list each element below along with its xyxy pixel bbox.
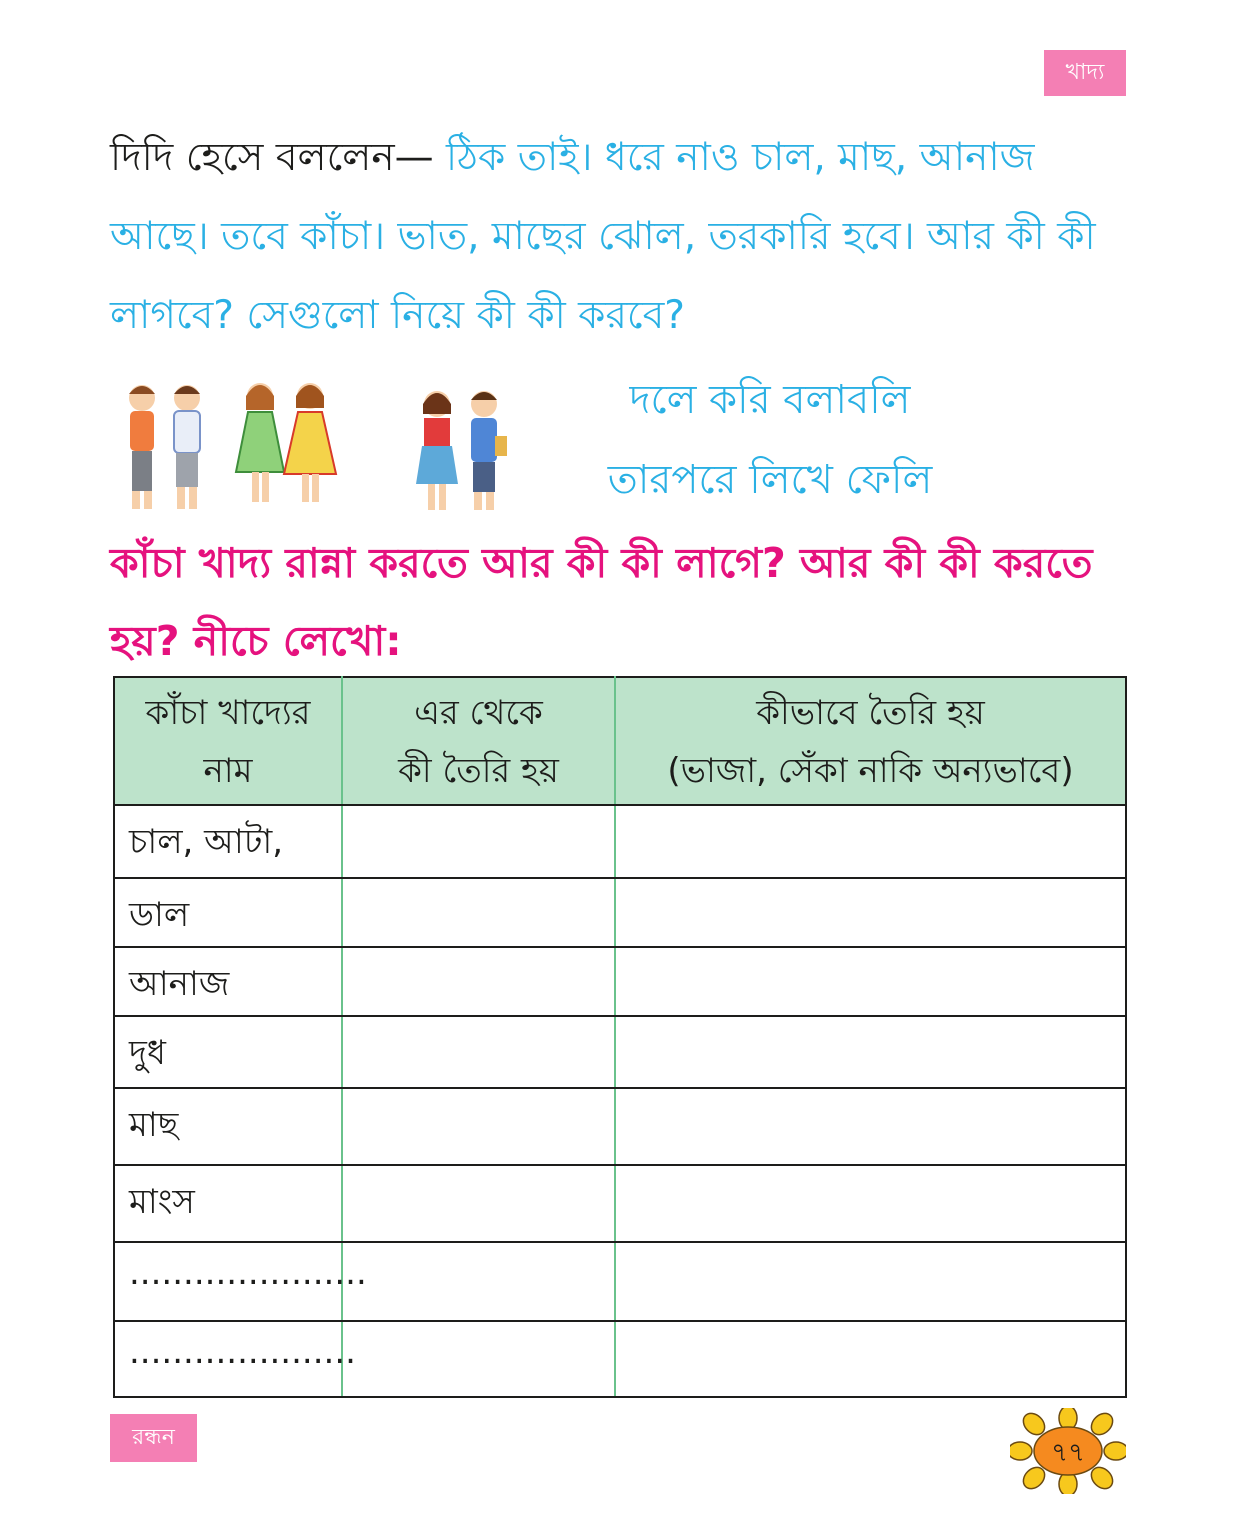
child-figure — [129, 385, 155, 509]
speech-text: ঠিক তাই। ধরে নাও চাল, মাছ, আনাজ আছে। তবে কাঁচা। ভাত, মাছের ঝোল, তরকারি হবে। আর কী কী লাগবে? সেগুলো নিয়ে কী কী করবে? — [110, 135, 1096, 338]
food-input-cell[interactable]: ...................... — [114, 1242, 342, 1321]
child-figure — [471, 391, 507, 510]
chapter-tag: খাদ্য — [1044, 50, 1126, 96]
activity-question: কাঁচা খাদ্য রান্না করতে আর কী কী লাগে? আর কী কী করতে হয়? নীচে লেখো: — [110, 539, 1093, 665]
method-input-cell[interactable] — [615, 1321, 1126, 1397]
food-input-cell[interactable]: ..................... — [114, 1321, 342, 1397]
child-figure — [174, 385, 200, 509]
product-input-cell[interactable] — [342, 1242, 615, 1321]
method-input-cell[interactable] — [615, 1016, 1126, 1088]
food-cell: মাংস — [114, 1165, 342, 1242]
header-food-name — [114, 677, 342, 805]
header-line: কী তৈরি হয় — [398, 751, 559, 791]
header-line: নাম — [203, 751, 253, 791]
food-cell: মাছ — [114, 1088, 342, 1165]
table-header-row — [114, 677, 1126, 805]
rhyme-line-1: দলে করি বলাবলি — [629, 377, 911, 423]
product-input-cell[interactable] — [342, 1016, 615, 1088]
table-row — [114, 805, 1126, 878]
method-input-cell[interactable] — [615, 947, 1126, 1016]
method-input-cell[interactable] — [615, 1242, 1126, 1321]
header-line: এর থেকে — [414, 693, 543, 733]
child-figure — [284, 383, 336, 502]
food-cell: চাল, আটা, — [114, 805, 342, 878]
header-line: (ভাজা, সেঁকা নাকি অন্যভাবে) — [667, 751, 1074, 791]
section-tag: রন্ধন — [110, 1414, 197, 1462]
product-input-cell[interactable] — [342, 878, 615, 947]
header-method — [615, 677, 1126, 805]
rhyme-line-2: তারপরে লিখে ফেলি — [607, 457, 933, 503]
header-product — [342, 677, 615, 805]
sunflower-page-badge — [1010, 1408, 1126, 1494]
header-line: কাঁচা খাদ্যের — [145, 693, 311, 733]
product-input-cell[interactable] — [342, 805, 615, 878]
story-paragraph — [110, 118, 1130, 355]
food-cell: ডাল — [114, 878, 342, 947]
product-input-cell[interactable] — [342, 1321, 615, 1397]
food-cell: আনাজ — [114, 947, 342, 1016]
food-table — [113, 676, 1127, 1398]
table-row — [114, 1321, 1126, 1397]
method-input-cell[interactable] — [615, 1088, 1126, 1165]
header-line: কীভাবে তৈরি হয় — [756, 693, 985, 733]
child-figure — [416, 391, 458, 510]
product-input-cell[interactable] — [342, 1088, 615, 1165]
child-figure — [236, 383, 284, 502]
method-input-cell[interactable] — [615, 1165, 1126, 1242]
children-illustration — [112, 376, 532, 526]
table-row — [114, 1165, 1126, 1242]
product-input-cell[interactable] — [342, 947, 615, 1016]
table-row — [114, 1016, 1126, 1088]
table-row — [114, 878, 1126, 947]
speaker-text: দিদি হেসে বললেন— — [110, 135, 434, 180]
table-row — [114, 1242, 1126, 1321]
table-row — [114, 947, 1126, 1016]
table-row — [114, 1088, 1126, 1165]
page-number: ৭৭ — [1051, 1438, 1085, 1468]
method-input-cell[interactable] — [615, 878, 1126, 947]
product-input-cell[interactable] — [342, 1165, 615, 1242]
method-input-cell[interactable] — [615, 805, 1126, 878]
food-cell: দুধ — [114, 1016, 342, 1088]
